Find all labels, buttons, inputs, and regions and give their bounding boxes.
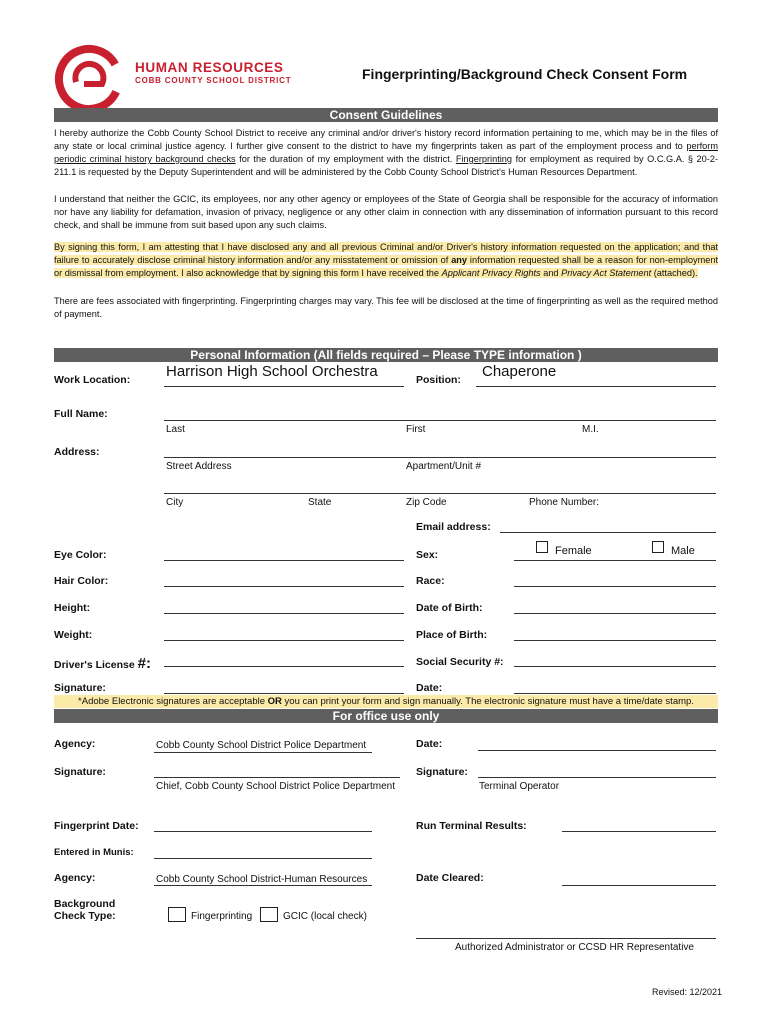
position-label: Position: [416, 374, 461, 386]
zip-sublabel: Zip Code [406, 497, 447, 508]
revised-date: Revised: 12/2021 [652, 987, 723, 997]
date-cleared-field[interactable] [562, 885, 716, 886]
work-location-field[interactable]: Harrison High School Orchestra [166, 363, 378, 380]
last-name-sublabel: Last [166, 424, 185, 435]
fingerprinting-checkbox[interactable] [168, 907, 186, 922]
agency2-value: Cobb County School District-Human Resources [156, 874, 368, 885]
org-subtitle: COBB COUNTY SCHOOL DISTRICT [135, 76, 292, 85]
authorized-representative-label: Authorized Administrator or CCSD HR Representative [455, 942, 694, 953]
office-use-heading: For office use only [54, 709, 718, 723]
run-terminal-results-field[interactable] [562, 831, 716, 832]
authorized-signature-field[interactable] [416, 938, 716, 939]
office-date-label: Date: [416, 738, 443, 750]
gcic-checkbox[interactable] [260, 907, 278, 922]
terminal-signature-field[interactable] [478, 777, 716, 778]
middle-initial-sublabel: M.I. [582, 424, 599, 435]
email-field[interactable] [500, 532, 716, 533]
fingerprinting-label: Fingerprinting [191, 911, 253, 922]
gcic-label: GCIC (local check) [283, 911, 367, 922]
drivers-license-field[interactable] [164, 666, 404, 667]
terminal-operator-sublabel: Terminal Operator [479, 781, 560, 792]
guidelines-paragraph-1: I hereby authorize the Cobb County School District to receive any criminal and/or driver's history record information pertaining to me, which may be in the files of any state or local criminal justice agency. I further give consent to the district to have my fingerprints taken as part of the employment process and to perform periodic criminal history background checks for the duration of my employment with the district. Fingerprinting for employment as required by O.C.G.A. § 20-2-211.1 is requested by the Deputy Superintendent and will be administered by the Cobb County School District's Human Resources Department. [54, 128, 719, 177]
entered-in-munis-label: Entered in Munis: [54, 847, 134, 858]
place-of-birth-label: Place of Birth: [416, 629, 488, 641]
cobb-hr-logo-icon [52, 42, 126, 116]
eye-color-label: Eye Color: [54, 549, 107, 561]
height-label: Height: [54, 602, 91, 614]
street-address-sublabel: Street Address [166, 461, 232, 472]
hair-color-field[interactable] [164, 586, 404, 587]
consent-guidelines-heading: Consent Guidelines [54, 108, 718, 122]
sex-label: Sex: [416, 549, 439, 561]
place-of-birth-field[interactable] [514, 640, 716, 641]
form-title: Fingerprinting/Background Check Consent Form [362, 66, 688, 82]
date-of-birth-label: Date of Birth: [416, 602, 483, 614]
agency-label: Agency: [54, 738, 96, 750]
entered-in-munis-field[interactable] [154, 858, 372, 859]
phone-sublabel: Phone Number: [529, 497, 600, 508]
male-checkbox[interactable] [652, 541, 664, 553]
drivers-license-label: Driver's License #: [54, 655, 151, 672]
agency2-label: Agency: [54, 872, 96, 884]
street-address-field[interactable] [164, 457, 716, 458]
position-field[interactable]: Chaperone [482, 363, 557, 380]
terminal-signature-label: Signature: [416, 766, 468, 778]
social-security-label: Social Security #: [416, 656, 504, 668]
date-field[interactable] [514, 693, 716, 694]
full-name-field[interactable] [164, 420, 716, 421]
hair-color-label: Hair Color: [54, 575, 109, 587]
chief-signature-field[interactable] [154, 777, 400, 778]
address-label: Address: [54, 446, 100, 458]
work-location-label: Work Location: [54, 374, 131, 386]
chief-sublabel: Chief, Cobb County School District Police Department [156, 781, 395, 792]
guidelines-paragraph-4: There are fees associated with fingerprinting. Fingerprinting charges may vary. This fee will be disclosed at the time of fingerprinting as well as the required method of payment. [54, 296, 718, 319]
personal-info-heading: Personal Information (All fields required – Please TYPE information ) [54, 348, 718, 362]
fingerprint-date-label: Fingerprint Date: [54, 820, 139, 832]
office-signature-label: Signature: [54, 766, 106, 778]
male-label: Male [671, 545, 695, 557]
weight-field[interactable] [164, 640, 404, 641]
background-check-type-label: Background Check Type: [54, 898, 116, 922]
city-sublabel: City [166, 497, 184, 508]
city-state-zip-field[interactable] [164, 493, 716, 494]
org-name: HUMAN RESOURCES [135, 60, 284, 75]
signature-label: Signature: [54, 682, 106, 694]
run-terminal-results-label: Run Terminal Results: [416, 820, 527, 832]
agency-value: Cobb County School District Police Department [156, 740, 367, 751]
date-of-birth-field[interactable] [514, 613, 716, 614]
signature-field[interactable] [164, 693, 404, 694]
state-sublabel: State [308, 497, 332, 508]
guidelines-paragraph-2: I understand that neither the GCIC, its employees, nor any other agency or employees of the State of Georgia shall be responsible for the accuracy of information nor have any liability for defamation, invasion of privacy, negligence or any other claim in connection with any dissemination of information pursuant to this record check, and shall be immune from suit based upon any such claims. [54, 194, 718, 230]
date-label: Date: [416, 682, 443, 694]
social-security-field[interactable] [514, 666, 716, 667]
eye-color-field[interactable] [164, 560, 404, 561]
race-field[interactable] [514, 586, 716, 587]
height-field[interactable] [164, 613, 404, 614]
female-label: Female [555, 545, 592, 557]
apartment-sublabel: Apartment/Unit # [406, 461, 482, 472]
date-cleared-label: Date Cleared: [416, 872, 484, 884]
first-name-sublabel: First [406, 424, 426, 435]
email-label: Email address: [416, 521, 491, 533]
guidelines-paragraph-3: By signing this form, I am attesting that I have disclosed any and all previous Criminal and/or Driver's history information requested on the application; and that failure to accurately disclose criminal history information and/or any misstatement or omission of any information requested shall be a reason for non-employment or dismissal from employment. I also acknowledge that by signing this form I have received the Applicant Privacy Rights and Privacy Act Statement (attached). [54, 242, 719, 278]
female-checkbox[interactable] [536, 541, 548, 553]
full-name-label: Full Name: [54, 408, 108, 420]
fingerprint-date-field[interactable] [154, 831, 372, 832]
office-date-field[interactable] [478, 750, 716, 751]
race-label: Race: [416, 575, 445, 587]
weight-label: Weight: [54, 629, 93, 641]
electronic-signature-note: *Adobe Electronic signatures are acceptable OR you can print your form and sign manually. The electronic signature must have a time/date stamp. [54, 695, 718, 708]
